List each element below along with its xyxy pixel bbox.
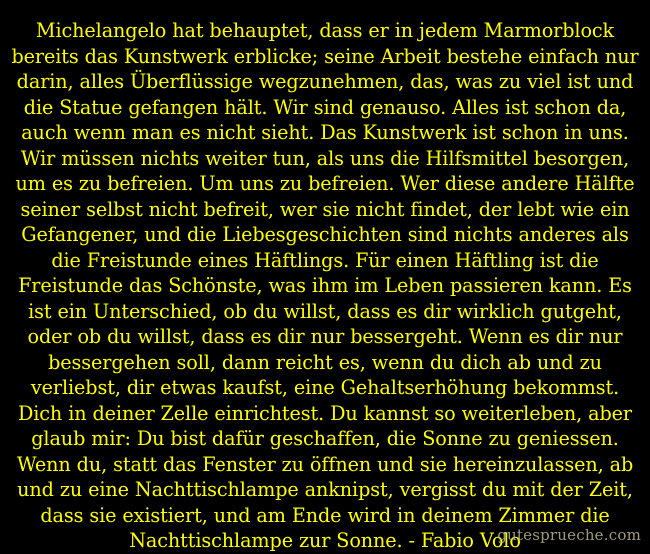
quote-text: Michelangelo hat behauptet, dass er in jedem Marmorblock bereits das Kunstwerk erblicke; seine Arbeit bestehe einfach nur darin, alles Überflüssige wegzunehmen, das, was zu viel ist und die Statue gefangen hält. Wir sind genauso. Alles ist schon da, auch wenn man es nicht sieht. Das Kunstwerk ist schon in uns. Wir müssen nichts weiter tun, als uns die Hilfsmittel besorgen, um es zu befreien. Um uns zu befreien. Wer diese andere Hälfte seiner selbst nicht befreit, wer sie nicht findet, der lebt wie ein Gefangener, und die Liebesgeschichten sind nichts anderes als die Freistunde eines Häftlings. Für einen Häftling ist die Freistunde das Schönste, was ihm im Leben passieren kann. Es ist ein Unterschied, ob du willst, dass es dir wirklich gutgeht, oder ob du willst, dass es dir nur bessergeht. Wenn es dir nur bessergehen soll, dann reicht es, wenn du dich ab und zu verliebst, dir etwas kaufst, eine Gehaltserhöhung bekommst. Dich in deiner Zelle einrichtest. Du kannst so weiterleben, aber glaub mir: Du bist dafür geschaffen, die Sonne zu geniessen. Wenn du, statt das Fenster zu öffnen und sie hereinzulassen, ab und zu eine Nachttischlampe anknipst, vergisst du mit der Zeit, dass sie existiert, und am Ende wird in deinem Zimmer die Nachttischlampe zur Sonne. - Fabio Volo [11, 19, 645, 552]
quote-block [8, 18, 645, 554]
site-watermark: gutesprueche.com [497, 526, 641, 544]
